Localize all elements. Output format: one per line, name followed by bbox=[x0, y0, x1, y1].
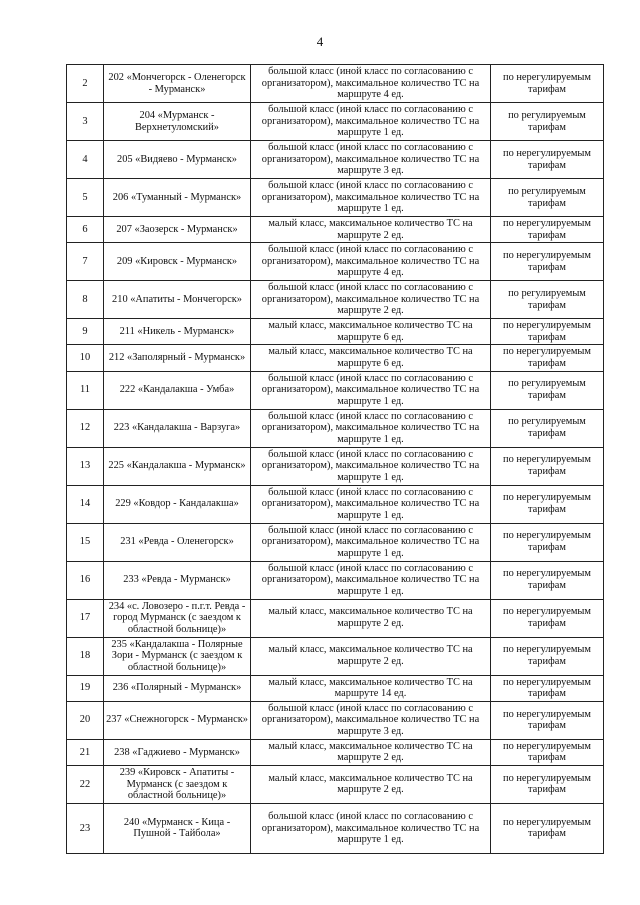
route-name-cell: 239 «Кировск - Апатиты - Мурманск (с заездом к областной больнице)» bbox=[104, 765, 251, 803]
route-name-cell: 237 «Снежногорск - Мурманск» bbox=[104, 701, 251, 739]
table-row bbox=[67, 765, 604, 803]
route-name-cell: 229 «Ковдор - Кандалакша» bbox=[104, 485, 251, 523]
vehicle-class-cell: большой класс (иной класс по согласованию с организатором), максимальное количество ТС на маршруте 1 ед. bbox=[251, 803, 491, 853]
tariff-cell: по регулируемым тарифам bbox=[491, 103, 604, 141]
table-row bbox=[67, 637, 604, 675]
row-number-cell: 19 bbox=[67, 675, 104, 701]
route-name-cell: 207 «Заозерск - Мурманск» bbox=[104, 217, 251, 243]
table-row bbox=[67, 523, 604, 561]
row-number-cell: 17 bbox=[67, 599, 104, 637]
vehicle-class-cell: малый класс, максимальное количество ТС на маршруте 2 ед. bbox=[251, 637, 491, 675]
vehicle-class-cell: большой класс (иной класс по согласованию с организатором), максимальное количество ТС на маршруте 1 ед. bbox=[251, 523, 491, 561]
table-row bbox=[67, 675, 604, 701]
row-number-cell: 3 bbox=[67, 103, 104, 141]
tariff-cell: по нерегулируемым тарифам bbox=[491, 523, 604, 561]
tariff-cell: по нерегулируемым тарифам bbox=[491, 765, 604, 803]
route-name-cell: 222 «Кандалакша - Умба» bbox=[104, 371, 251, 409]
row-number-cell: 2 bbox=[67, 65, 104, 103]
table-row bbox=[67, 319, 604, 345]
row-number-cell: 13 bbox=[67, 447, 104, 485]
table-row bbox=[67, 447, 604, 485]
tariff-cell: по регулируемым тарифам bbox=[491, 409, 604, 447]
row-number-cell: 9 bbox=[67, 319, 104, 345]
table-row bbox=[67, 243, 604, 281]
vehicle-class-cell: малый класс, максимальное количество ТС на маршруте 6 ед. bbox=[251, 319, 491, 345]
vehicle-class-cell: малый класс, максимальное количество ТС на маршруте 6 ед. bbox=[251, 345, 491, 371]
tariff-cell: по нерегулируемым тарифам bbox=[491, 803, 604, 853]
tariff-cell: по нерегулируемым тарифам bbox=[491, 485, 604, 523]
route-name-cell: 236 «Полярный - Мурманск» bbox=[104, 675, 251, 701]
row-number-cell: 10 bbox=[67, 345, 104, 371]
route-name-cell: 223 «Кандалакша - Варзуга» bbox=[104, 409, 251, 447]
table-row bbox=[67, 561, 604, 599]
table-row bbox=[67, 409, 604, 447]
vehicle-class-cell: большой класс (иной класс по согласованию с организатором), максимальное количество ТС на маршруте 4 ед. bbox=[251, 65, 491, 103]
tariff-cell: по регулируемым тарифам bbox=[491, 179, 604, 217]
tariff-cell: по нерегулируемым тарифам bbox=[491, 447, 604, 485]
tariff-cell: по нерегулируемым тарифам bbox=[491, 599, 604, 637]
route-name-cell: 225 «Кандалакша - Мурманск» bbox=[104, 447, 251, 485]
routes-table-body bbox=[67, 65, 604, 854]
vehicle-class-cell: большой класс (иной класс по согласованию с организатором), максимальное количество ТС на маршруте 3 ед. bbox=[251, 701, 491, 739]
row-number-cell: 6 bbox=[67, 217, 104, 243]
route-name-cell: 240 «Мурманск - Кица - Пушной - Тайбола» bbox=[104, 803, 251, 853]
row-number-cell: 18 bbox=[67, 637, 104, 675]
vehicle-class-cell: большой класс (иной класс по согласованию с организатором), максимальное количество ТС на маршруте 1 ед. bbox=[251, 409, 491, 447]
vehicle-class-cell: большой класс (иной класс по согласованию с организатором), максимальное количество ТС на маршруте 1 ед. bbox=[251, 447, 491, 485]
tariff-cell: по нерегулируемым тарифам bbox=[491, 561, 604, 599]
row-number-cell: 12 bbox=[67, 409, 104, 447]
table-row bbox=[67, 141, 604, 179]
route-name-cell: 234 «с. Ловозеро - п.г.т. Ревда - город Мурманск (с заездом к областной больнице)» bbox=[104, 599, 251, 637]
row-number-cell: 14 bbox=[67, 485, 104, 523]
tariff-cell: по нерегулируемым тарифам bbox=[491, 65, 604, 103]
vehicle-class-cell: большой класс (иной класс по согласованию с организатором), максимальное количество ТС на маршруте 4 ед. bbox=[251, 243, 491, 281]
table-row bbox=[67, 371, 604, 409]
vehicle-class-cell: малый класс, максимальное количество ТС на маршруте 14 ед. bbox=[251, 675, 491, 701]
table-row bbox=[67, 103, 604, 141]
route-name-cell: 205 «Видяево - Мурманск» bbox=[104, 141, 251, 179]
routes-table bbox=[66, 64, 604, 854]
route-name-cell: 202 «Мончегорск - Оленегорск - Мурманск» bbox=[104, 65, 251, 103]
vehicle-class-cell: малый класс, максимальное количество ТС на маршруте 2 ед. bbox=[251, 599, 491, 637]
route-name-cell: 204 «Мурманск - Верхнетуломский» bbox=[104, 103, 251, 141]
row-number-cell: 4 bbox=[67, 141, 104, 179]
route-name-cell: 206 «Туманный - Мурманск» bbox=[104, 179, 251, 217]
row-number-cell: 20 bbox=[67, 701, 104, 739]
row-number-cell: 8 bbox=[67, 281, 104, 319]
tariff-cell: по нерегулируемым тарифам bbox=[491, 675, 604, 701]
vehicle-class-cell: большой класс (иной класс по согласованию с организатором), максимальное количество ТС на маршруте 3 ед. bbox=[251, 141, 491, 179]
route-name-cell: 231 «Ревда - Оленегорск» bbox=[104, 523, 251, 561]
row-number-cell: 23 bbox=[67, 803, 104, 853]
tariff-cell: по нерегулируемым тарифам bbox=[491, 345, 604, 371]
tariff-cell: по нерегулируемым тарифам bbox=[491, 243, 604, 281]
route-name-cell: 212 «Заполярный - Мурманск» bbox=[104, 345, 251, 371]
route-name-cell: 235 «Кандалакша - Полярные Зори - Мурманск (с заездом к областной больнице)» bbox=[104, 637, 251, 675]
page-number: 4 bbox=[316, 34, 324, 49]
route-name-cell: 238 «Гаджиево - Мурманск» bbox=[104, 739, 251, 765]
table-row bbox=[67, 179, 604, 217]
route-name-cell: 211 «Никель - Мурманск» bbox=[104, 319, 251, 345]
vehicle-class-cell: малый класс, максимальное количество ТС на маршруте 2 ед. bbox=[251, 217, 491, 243]
table-row bbox=[67, 599, 604, 637]
tariff-cell: по регулируемым тарифам bbox=[491, 281, 604, 319]
table-row bbox=[67, 739, 604, 765]
table-row bbox=[67, 701, 604, 739]
table-row bbox=[67, 803, 604, 853]
route-name-cell: 233 «Ревда - Мурманск» bbox=[104, 561, 251, 599]
table-row bbox=[67, 281, 604, 319]
table-row bbox=[67, 485, 604, 523]
tariff-cell: по нерегулируемым тарифам bbox=[491, 217, 604, 243]
row-number-cell: 15 bbox=[67, 523, 104, 561]
route-name-cell: 209 «Кировск - Мурманск» bbox=[104, 243, 251, 281]
tariff-cell: по регулируемым тарифам bbox=[491, 371, 604, 409]
row-number-cell: 5 bbox=[67, 179, 104, 217]
vehicle-class-cell: большой класс (иной класс по согласованию с организатором), максимальное количество ТС на маршруте 2 ед. bbox=[251, 281, 491, 319]
vehicle-class-cell: малый класс, максимальное количество ТС на маршруте 2 ед. bbox=[251, 739, 491, 765]
route-name-cell: 210 «Апатиты - Мончегорск» bbox=[104, 281, 251, 319]
tariff-cell: по нерегулируемым тарифам bbox=[491, 701, 604, 739]
vehicle-class-cell: малый класс, максимальное количество ТС на маршруте 2 ед. bbox=[251, 765, 491, 803]
table-row bbox=[67, 345, 604, 371]
row-number-cell: 22 bbox=[67, 765, 104, 803]
tariff-cell: по нерегулируемым тарифам bbox=[491, 319, 604, 345]
table-row bbox=[67, 217, 604, 243]
row-number-cell: 21 bbox=[67, 739, 104, 765]
vehicle-class-cell: большой класс (иной класс по согласованию с организатором), максимальное количество ТС на маршруте 1 ед. bbox=[251, 103, 491, 141]
tariff-cell: по нерегулируемым тарифам bbox=[491, 637, 604, 675]
table-row bbox=[67, 65, 604, 103]
vehicle-class-cell: большой класс (иной класс по согласованию с организатором), максимальное количество ТС на маршруте 1 ед. bbox=[251, 179, 491, 217]
tariff-cell: по нерегулируемым тарифам bbox=[491, 739, 604, 765]
vehicle-class-cell: большой класс (иной класс по согласованию с организатором), максимальное количество ТС на маршруте 1 ед. bbox=[251, 561, 491, 599]
row-number-cell: 11 bbox=[67, 371, 104, 409]
vehicle-class-cell: большой класс (иной класс по согласованию с организатором), максимальное количество ТС на маршруте 1 ед. bbox=[251, 371, 491, 409]
row-number-cell: 16 bbox=[67, 561, 104, 599]
vehicle-class-cell: большой класс (иной класс по согласованию с организатором), максимальное количество ТС на маршруте 1 ед. bbox=[251, 485, 491, 523]
row-number-cell: 7 bbox=[67, 243, 104, 281]
tariff-cell: по нерегулируемым тарифам bbox=[491, 141, 604, 179]
